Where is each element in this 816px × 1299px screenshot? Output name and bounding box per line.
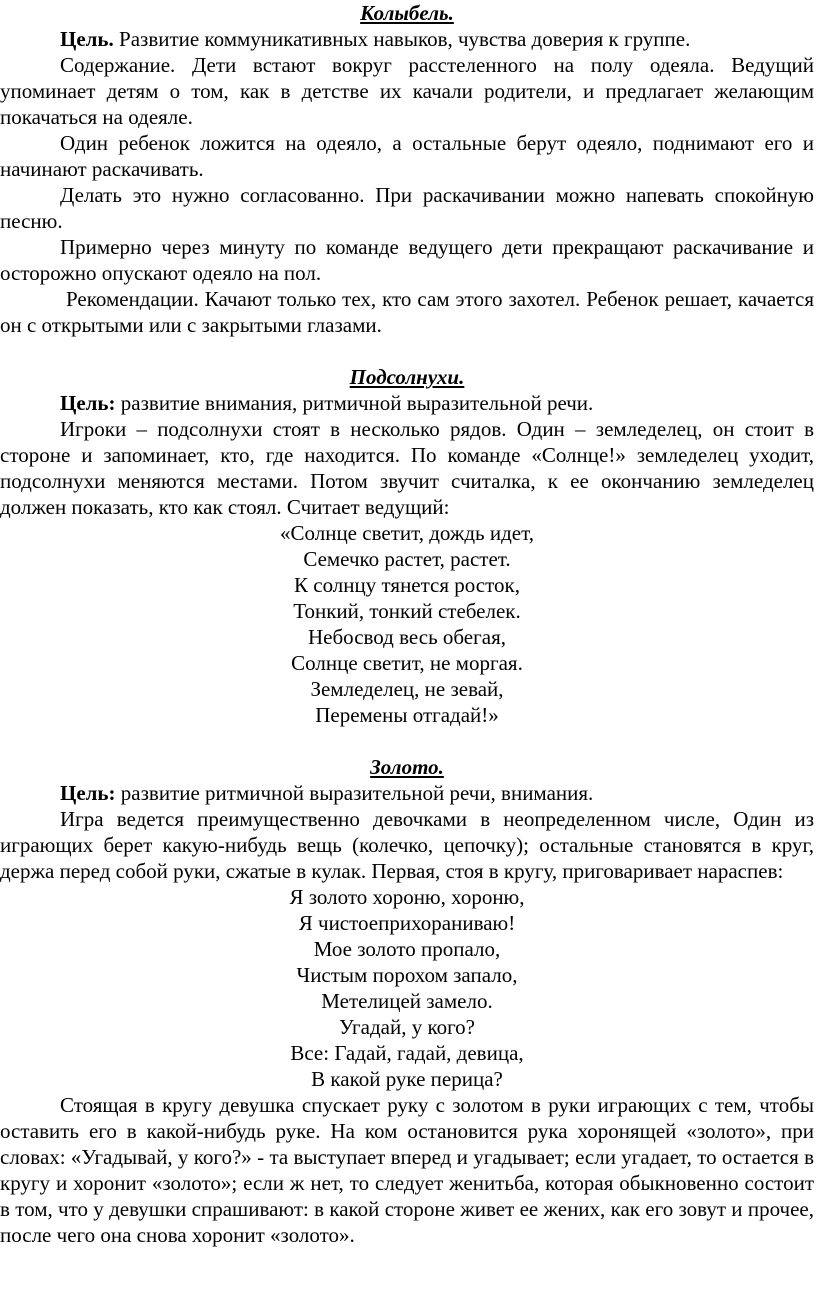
goal-label: Цель: [60, 781, 116, 805]
verse-line: Я золото хороню, хороню, [289, 885, 525, 909]
verse-line: Земледелец, не зевай, [310, 677, 504, 701]
verse-line: Мое золото пропало, [313, 937, 501, 961]
paragraph: Примерно через минуту по команде ведущего дети прекращают раскачивание и осторожно опускают одеяло на пол. [0, 235, 814, 285]
verse-line: Солнце светит, не моргая. [291, 651, 523, 675]
goal-label: Цель: [60, 391, 116, 415]
paragraph: Игра ведется преимущественно девочками в неопределенном числе, Один из играющих берет какую-нибудь вещь (колечко, цепочку); остальные становятся в круг, держа перед собой руки, сжатые в кулак. Первая, стоя в кругу, приговаривает нараспев: [0, 807, 814, 883]
verse-line: Перемены отгадай!» [315, 703, 499, 727]
section-spacer [0, 338, 814, 364]
goal-text: развитие ритмичной выразительной речи, внимания. [115, 781, 594, 805]
section-title: Подсолнухи. [349, 365, 465, 389]
verse-line: Небосвод весь обегая, [308, 625, 506, 649]
verse-line: Метелицей замело. [321, 989, 493, 1013]
section-title: Колыбель. [360, 1, 454, 25]
section-title: Золото. [370, 755, 444, 779]
goal-text: развитие внимания, ритмичной выразительной речи. [115, 391, 594, 415]
closing-paragraph: Стоящая в кругу девушка спускает руку с золотом в руки играющих с тем, чтобы оставить его в какой-нибудь руке. На ком остановится рука хоронящей «золото», при словах: «Угадывай, у кого?» - та выступает вперед и угадывает; если угадает, то остается в кругу и хоронит «золото»; если ж нет, то следует женитьба, которая обыкновенно состоит в том, что у девушки спрашивают: в какой стороне живет ее жених, как его зовут и прочее, после чего она снова хоронит «золото». [0, 1093, 814, 1247]
goal-paragraph [0, 26, 814, 52]
paragraph: Содержание. Дети встают вокруг расстеленного на полу одеяла. Ведущий упоминает детям о том, как в детстве их качали родители, и предлагает желающим покачаться на одеяле. [0, 53, 814, 129]
verse-line: Семечко растет, растет. [303, 547, 511, 571]
verse-line: Я чистоеприхораниваю! [298, 911, 516, 935]
verse-line: В какой руке перица? [311, 1067, 503, 1091]
paragraph: Игроки – подсолнухи стоят в несколько рядов. Один – земледелец, он стоит в стороне и запоминает, кто, где находится. По команде «Солнце!» земледелец уходит, подсолнухи меняются местами. Потом звучит считалка, к ее окончанию земледелец должен показать, кто как стоял. Считает ведущий: [0, 417, 814, 519]
section-zoloto [0, 754, 814, 1248]
verse-line: Угадай, у кого? [339, 1015, 475, 1039]
section-spacer [0, 728, 814, 754]
goal-paragraph [0, 390, 814, 416]
verse-line: Все: Гадай, гадай, девица, [290, 1041, 524, 1065]
verse-line: Тонкий, тонкий стебелек. [293, 599, 521, 623]
section-podsolnukhi [0, 364, 814, 728]
verse-line: «Солнце светит, дождь идет, [280, 521, 534, 545]
verse-block [0, 884, 814, 1092]
goal-label: Цель. [60, 27, 114, 51]
goal-text: Развитие коммуникативных навыков, чувства доверия к группе. [113, 27, 691, 51]
verse-line: Чистым порохом запало, [296, 963, 518, 987]
verse-block [0, 520, 814, 728]
paragraph: Делать это нужно согласованно. При раскачивании можно напевать спокойную песню. [0, 183, 814, 233]
verse-line: К солнцу тянется росток, [294, 573, 520, 597]
paragraph: Один ребенок ложится на одеяло, а остальные берут одеяло, поднимают его и начинают раскачивать. [0, 131, 814, 181]
goal-paragraph [0, 780, 814, 806]
paragraph: Рекомендации. Качают только тех, кто сам этого захотел. Ребенок решает, качается он с открытыми или с закрытыми глазами. [0, 287, 814, 337]
section-kolybel [0, 0, 814, 338]
